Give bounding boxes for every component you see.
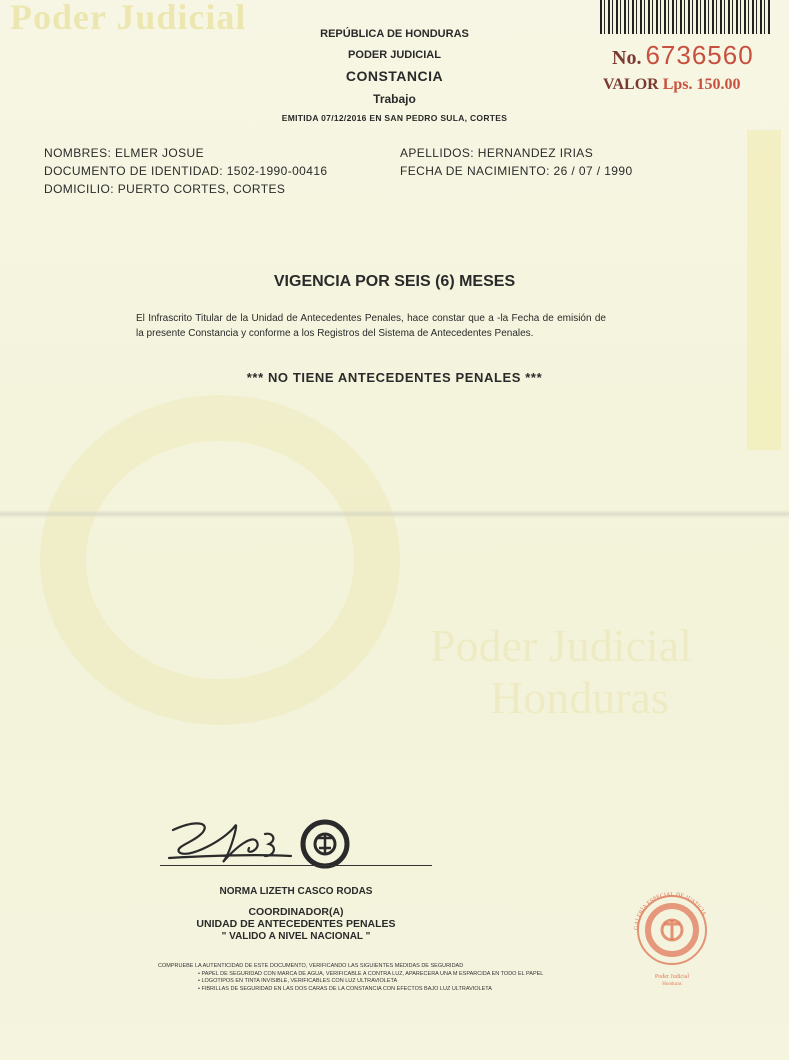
security-item: • LOGOTIPOS EN TINTA INVISIBLE, VERIFICABLES CON LUZ ULTRAVIOLETA <box>198 978 398 984</box>
stamp-caption-2: Honduras <box>662 982 682 987</box>
signatory-validity: " VALIDO A NIVEL NACIONAL " <box>221 931 371 942</box>
watermark-emblem <box>40 395 400 725</box>
serial-label: No. <box>612 47 642 69</box>
header-branch: PODER JUDICIAL <box>348 49 441 61</box>
security-item: • FIBRILLAS DE SEGURIDAD EN LAS DOS CARAS DE LA CONSTANCIA CON EFECTOS BAJO LUZ ULTRAVIOLETA <box>198 985 492 992</box>
stamp-caption-1: Poder Judicial <box>654 974 690 980</box>
field-documento: DOCUMENTO DE IDENTIDAD: 1502-1990-00416 <box>44 164 328 178</box>
field-apellidos: APELLIDOS: HERNANDEZ IRIAS <box>400 146 594 160</box>
certification-paragraph: El Infrascrito Titular de la Unidad de Antecedentes Penales, hace constar que a -la Fecha de emisión de la presente Constancia y conforme a los Registros del Sistema de Antecedentes Penales. <box>136 313 606 339</box>
judicial-seal-small <box>297 818 353 870</box>
serial-number <box>612 40 754 71</box>
header-issued: EMITIDA 07/12/2016 EN SAN PEDRO SULA, CORTES <box>281 113 508 123</box>
paper-fold <box>0 510 789 518</box>
watermark-line: Honduras <box>490 672 669 723</box>
signatory-unit: UNIDAD DE ANTECEDENTES PENALES <box>196 918 396 930</box>
vigencia-heading: VIGENCIA POR SEIS (6) MESES <box>273 273 516 290</box>
signatory-title: COORDINADOR(A) <box>248 906 344 918</box>
field-domicilio: DOMICILIO: PUERTO CORTES, CORTES <box>44 182 286 196</box>
valor-amount: Lps. 150.00 <box>662 76 741 93</box>
watermark-line: Poder Judicial <box>430 620 692 671</box>
watermark-top-text: Poder Judicial <box>10 0 247 37</box>
valor <box>603 76 741 94</box>
serial-value: 6736560 <box>645 40 754 70</box>
result-statement: *** NO TIENE ANTECEDENTES PENALES *** <box>246 370 543 385</box>
header-doc-type: CONSTANCIA <box>345 68 444 84</box>
header-purpose: Trabajo <box>373 92 416 106</box>
field-nombres: NOMBRES: ELMER JOSUE <box>44 146 205 160</box>
valor-label: VALOR <box>603 76 659 93</box>
watermark-right-text <box>430 620 750 724</box>
stamp-ring-text: GALERÍA ESPECIAL DE JUSTICIA <box>633 891 707 931</box>
security-intro: COMPRUEBE LA AUTENTICIDAD DE ESTE DOCUMENTO, VERIFICANDO LAS SIGUIENTES MEDIDAS DE SEGURIDAD <box>158 963 464 969</box>
security-item: • PAPEL DE SEGURIDAD CON MARCA DE AGUA, VERIFICABLE A CONTRA LUZ, APARECERA UNA M ESPARCIDA EN TODO EL PAPEL <box>198 970 544 977</box>
header-country: REPÚBLICA DE HONDURAS <box>320 28 469 40</box>
signature-line <box>160 865 432 866</box>
signature <box>165 812 295 872</box>
official-stamp <box>624 890 724 990</box>
field-nacimiento: FECHA DE NACIMIENTO: 26 / 07 / 1990 <box>400 164 633 178</box>
signatory-name: NORMA LIZETH CASCO RODAS <box>219 886 373 897</box>
security-notice <box>158 963 628 993</box>
